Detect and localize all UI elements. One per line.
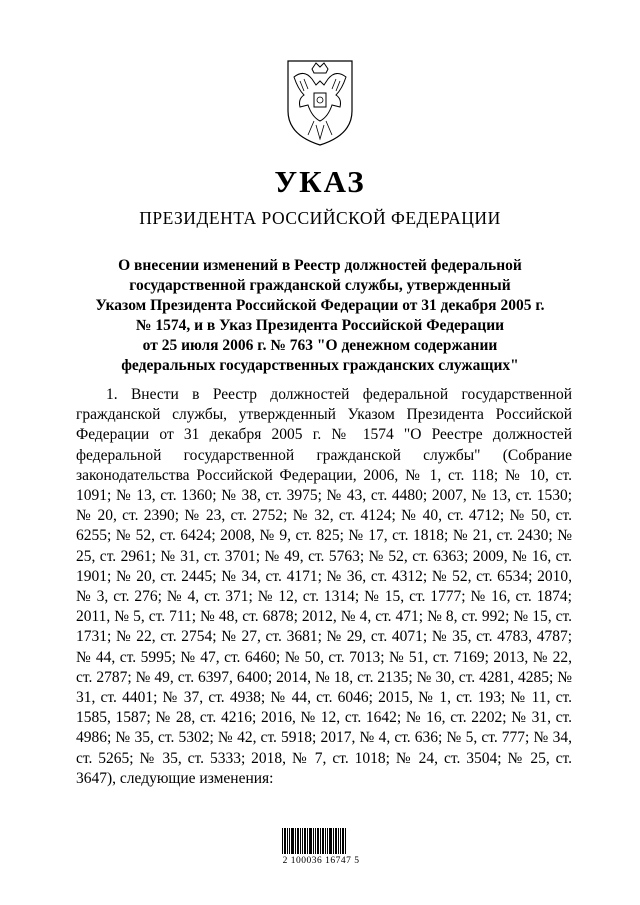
coat-of-arms-icon [280,55,360,147]
barcode [282,824,360,866]
heading-line: № 1574, и в Указ Президента Российской Федерации [135,317,505,334]
document-title: УКАЗ [274,164,366,199]
heading-line: федеральных государственных гражданских служащих" [121,357,519,374]
paragraph-1: 1. Внести в Реестр должностей федеральной государственной гражданской службы, утвержденный Указом Президента Российской Федерации от 31 декабря 2005 г. № 1574 "О Реестре должностей федеральной государственной гражданской службы" (Собрание законодательства Российской Федерации, 2006, № 1, ст. 118; № 10, ст. 1091; № 13, ст. 1360; № 38, ст. 3975; № 43, ст. 4480; 2007, № 13, ст. 1530; № 20, ст. 2390; № 23, ст. 2752; № 32, ст. 4124; № 40, ст. 4712; № 50, ст. 6255; № 52, ст. 6424; 2008, № 9, ст. 825; № 17, ст. 1818; № 21, ст. 2430; № 25, ст. 2961; № 31, ст. 3701; № 49, ст. 5763; № 52, ст. 6363; 2009, № 16, ст. 1901; № 20, ст. 2445; № 34, ст. 4171; № 36, ст. 4312; № 52, ст. 6534; 2010, № 3, ст. 276; № 4, ст. 371; № 12, ст. 1314; № 15, ст. 1777; № 16, ст. 1874; 2011, № 5, ст. 711; № 48, ст. 6878; 2012, № 4, ст. 471; № 8, ст. 992; № 15, ст. 1731; № 22, ст. 2754; № 27, ст. 3681; № 29, ст. 4071; № 35, ст. 4783, 4787; № 44, ст. 5995; № 47, ст. 6460; № 50, ст. 7013; № 51, ст. 7169; 2013, № 22, ст. 2787; № 49, ст. 6397, 6400; 2014, № 18, ст. 2135; № 30, ст. 4281, 4285; № 31, ст. 4401; № 37, ст. 4938; № 44, ст. 6046; 2015, № 1, ст. 193; № 11, ст. 1585, 1587; № 28, ст. 4216; 2016, № 12, ст. 1642; № 16, ст. 2202; № 31, ст. 4986; № 35, ст. 5302; № 42, ст. 5918; 2017, № 4, ст. 636; № 5, ст. 777; № 34, ст. 5265; № 35, ст. 5333; 2018, № 7, ст. 1018; № 24, ст. 3504; № 25, ст. 3647), следующие изменения: [76,386,572,787]
heading-line: О внесении изменений в Реестр должностей федеральной [118,257,522,274]
barcode-number: 2 100036 16747 5 [282,856,360,866]
document-heading [90,256,550,376]
document-subtitle: ПРЕЗИДЕНТА РОССИЙСКОЙ ФЕДЕРАЦИИ [139,208,501,228]
heading-line: от 25 июля 2006 г. № 763 "О денежном содержании [142,337,498,354]
document-body [76,385,572,789]
heading-line: государственной гражданской службы, утвержденный [129,277,511,294]
barcode-bars [282,824,360,854]
heading-line: Указом Президента Российской Федерации от 31 декабря 2005 г. [95,297,545,314]
